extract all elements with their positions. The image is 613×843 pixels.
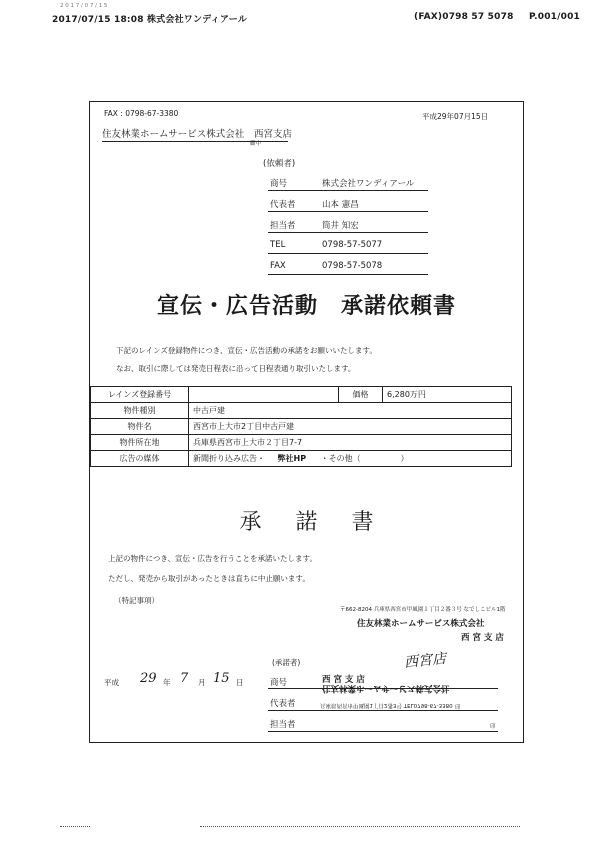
name-label: 物件名: [91, 419, 189, 435]
media-option-newspaper: 新聞折り込み広告・: [193, 454, 265, 463]
consenter-value-name: 西 宮 支 店: [322, 675, 365, 685]
company-name: 住友林業ホームサービス株式会社: [357, 619, 485, 629]
sign-year: 29: [140, 671, 157, 686]
requester-value-staff: 筒井 知宏: [322, 221, 359, 231]
document-title: 宣伝・広告活動 承諾依頼書: [156, 293, 456, 319]
fax-datetime: 2017/07/15 18:08 株式会社ワンディアール: [52, 15, 248, 25]
body-line-2: なお、取引に際しては発売日程表に沿って日程表通り取引いたします。: [116, 364, 356, 373]
recipient-underline: [102, 141, 288, 142]
requester-value-fax: 0798-57-5078: [322, 261, 383, 271]
media-value: [189, 451, 512, 467]
table-row: [91, 387, 512, 403]
table-row: [91, 435, 512, 451]
body-line-1: 下記のレインズ登録物件につき、宣伝・広告活動の承諾をお願いいたします。: [116, 346, 377, 355]
requester-label-staff: 担当者: [270, 221, 296, 231]
scan-dots-bottom: [200, 826, 520, 827]
table-row: [91, 419, 512, 435]
recipient-branch: 西宮支店: [254, 129, 293, 140]
consent-line-2: ただし、発売から取引があったときは直ちに中止願います。: [108, 574, 310, 583]
sign-month-unit: 月: [198, 678, 206, 687]
requester-line-1: [268, 190, 428, 191]
requester-label-rep: 代表者: [270, 200, 296, 210]
sign-year-unit: 年: [163, 678, 171, 687]
consenter-line-3: [268, 731, 498, 732]
scan-dots-left: [60, 826, 90, 827]
media-option-other: ・その他（ ）: [320, 454, 409, 463]
address-label: 物件所在地: [91, 435, 189, 451]
sign-era: 平成: [104, 678, 119, 687]
consenter-label-name: 商号: [270, 678, 288, 688]
requester-line-5: [268, 274, 428, 275]
type-label: 物件種別: [91, 403, 189, 419]
table-row: [91, 403, 512, 419]
consenter-label-staff: 担当者: [270, 720, 296, 730]
price-value: 6,280万円: [383, 387, 512, 403]
consent-remark: （特記事項）: [114, 596, 159, 605]
requester-line-2: [268, 211, 428, 212]
handwritten-stamp: 西宮店: [403, 650, 447, 672]
requester-heading: (依頼者): [263, 159, 296, 169]
media-label: 広告の媒体: [91, 451, 189, 467]
fax-page: P.001/001: [529, 12, 581, 22]
consenter-small-print: 兵庫県西宮市甲風園1丁目2番3号 TEL0798-67-3380: [320, 702, 453, 708]
fax-top-small: 2 0 1 7 / 0 7 / 1 5: [60, 3, 108, 9]
consenter-line-2: [268, 710, 498, 711]
property-table: [90, 386, 512, 467]
requester-line-3: [268, 232, 428, 233]
consenter-seal-2: 印: [490, 724, 496, 730]
requester-label-fax: FAX: [270, 261, 286, 271]
requester-label-name: 商号: [270, 179, 288, 189]
date-line: 平成29年07月15日: [422, 112, 489, 121]
requester-value-name: 株式会社ワンディアール: [322, 179, 415, 189]
requester-line-4: [268, 253, 428, 254]
requester-value-tel: 0798-57-5077: [322, 240, 383, 250]
address-value: 兵庫県西宮市上大市２丁目7-7: [189, 435, 512, 451]
recipient-fax: FAX : 0798-67-3380: [104, 109, 179, 118]
reins-value: [189, 387, 339, 403]
consent-title: 承諾書: [239, 510, 408, 535]
recipient-company: 住友林業ホームサービス株式会社: [102, 129, 245, 140]
type-value: 中古戸建: [189, 403, 512, 419]
requester-label-tel: TEL: [270, 240, 286, 250]
fax-number: (FAX)0798 57 5078: [414, 12, 514, 22]
sign-day-unit: 日: [236, 678, 244, 687]
sign-day: 15: [213, 671, 230, 686]
media-option-hp: 弊社HP: [277, 454, 307, 463]
recipient-branch-suffix: 御中: [250, 141, 262, 147]
company-address: 〒662-8204 兵庫県西宮市甲風園１丁目２番３号 なでしこビル1階: [340, 607, 506, 613]
table-row: [91, 451, 512, 467]
consenter-label-rep: 代表者: [270, 699, 296, 709]
price-label: 価格: [339, 387, 383, 403]
mirrored-company-text: 住友林業ホームサービス株式会社: [322, 683, 450, 693]
name-value: 西宮市上大市2丁目中古戸建: [189, 419, 512, 435]
requester-value-rep: 山本 憲昌: [322, 200, 359, 210]
consent-line-1: 上記の物件につき、宣伝・広告を行うことを承諾いたします。: [108, 554, 317, 563]
sign-month: 7: [180, 671, 189, 686]
consenter-heading: (承諾者): [272, 658, 301, 667]
company-branch: 西 宮 支 店: [461, 633, 504, 643]
reins-label: レインズ登録番号: [91, 387, 189, 403]
consenter-seal: 印: [455, 705, 461, 711]
